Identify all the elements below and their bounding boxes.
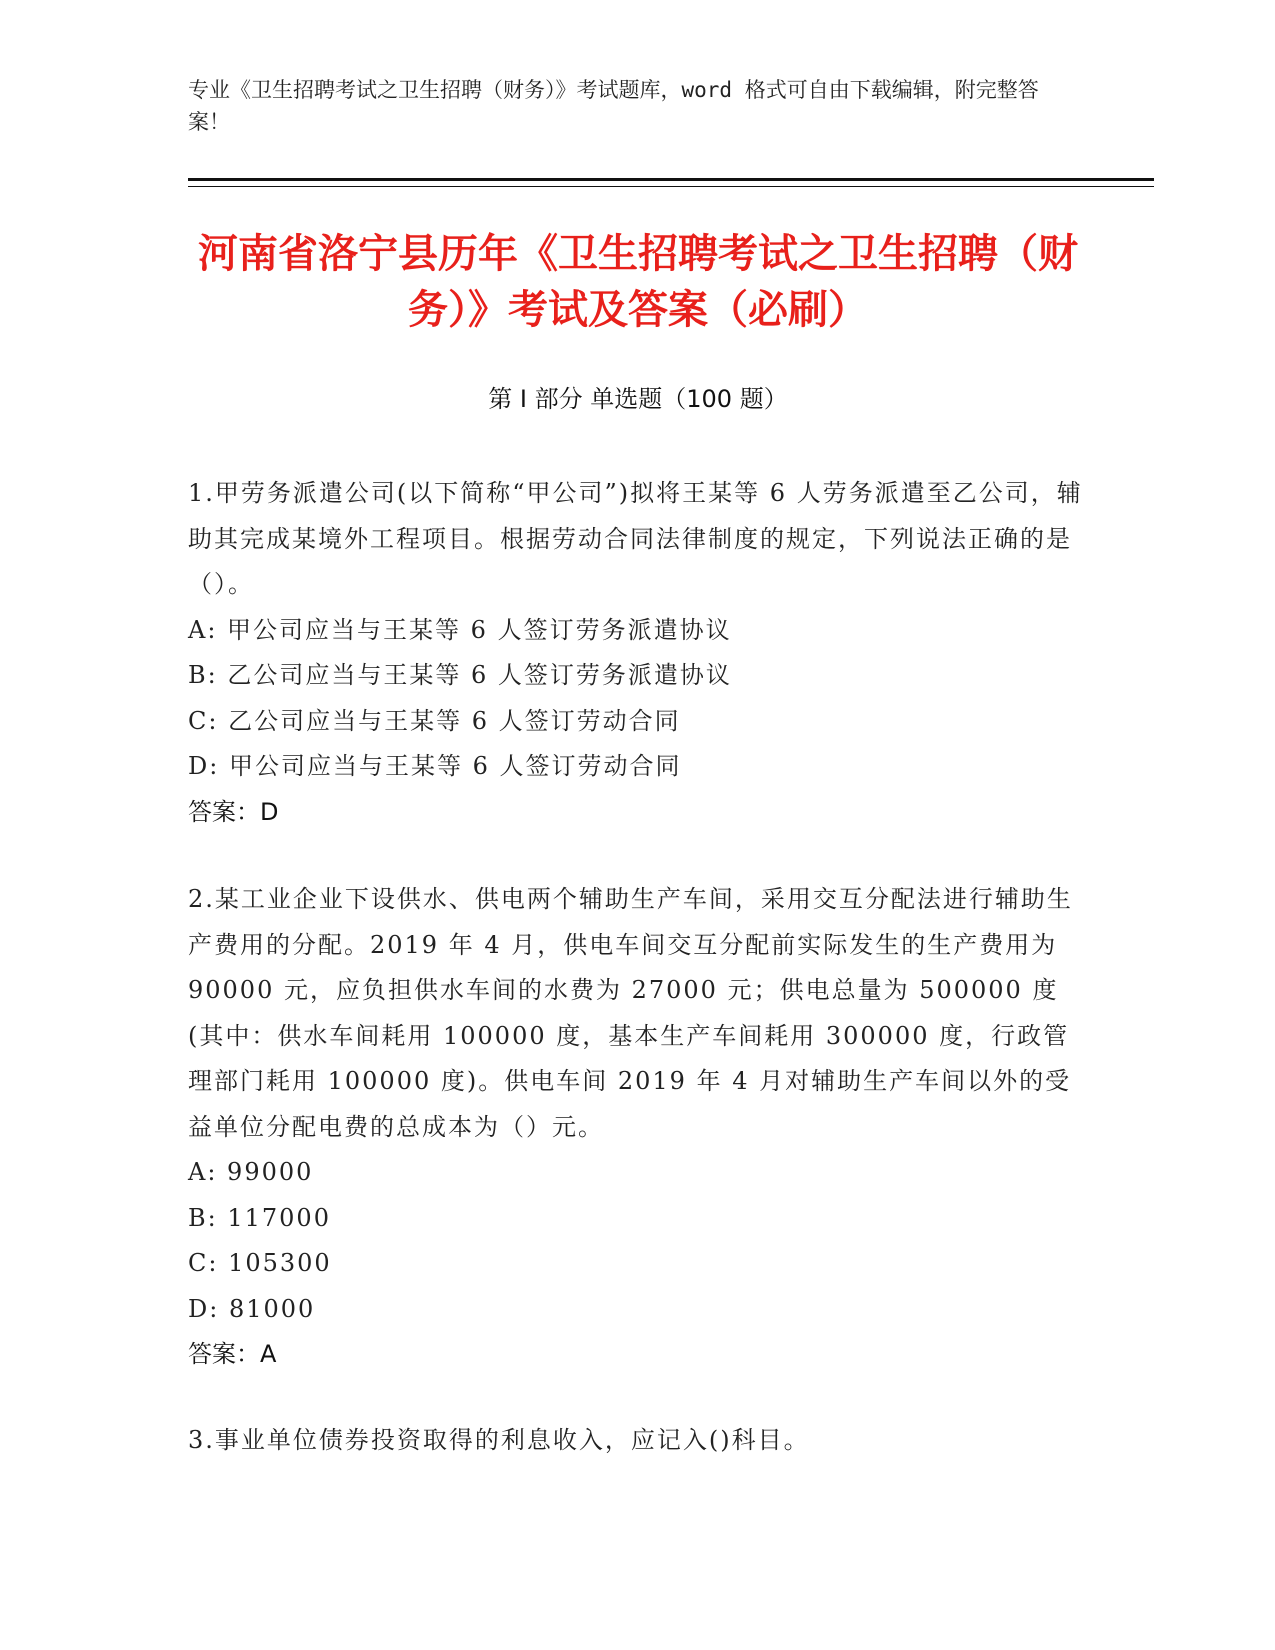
question-stem: 3.事业单位债券投资取得的利息收入，应记入()科目。 (188, 1426, 810, 1454)
option-c: C: 105300 (188, 1249, 332, 1277)
question-stem: 2.某工业企业下设供水、供电两个辅助生产车间，采用交互分配法进行辅助生产费用的分配。2019 年 4 月，供电车间交互分配前实际发生的生产费用为 90000 元，应负担供水车间的水费为 27000 元；供电总量为 500000 度(其中：供水车间耗用 100000 度，基本生产车间耗用 300000 度，行政管理部门耗用 100000 度)。供电车间 2019 年 4 月对辅助生产车间以外的受益单位分配电费的总成本为（）元。 (188, 885, 1073, 1141)
option-d: D: 甲公司应当与王某等 6 人签订劳动合同 (188, 752, 682, 780)
section-title: 第 I 部分 单选题（100 题） (488, 385, 788, 413)
question-3 (188, 1418, 1088, 1464)
option-b: B: 117000 (188, 1203, 331, 1232)
option-d: D: 81000 (188, 1294, 316, 1323)
question-2 (188, 877, 1088, 1378)
option-b: B: 乙公司应当与王某等 6 人签订劳务派遣协议 (188, 661, 732, 689)
header-divider-thin (188, 186, 1154, 187)
header-divider-thick (188, 178, 1154, 181)
answer: 答案：A (188, 1340, 277, 1368)
header-note: 专业《卫生招聘考试之卫生招聘（财务）》考试题库，word 格式可自由下载编辑，附完整答案！ (188, 78, 1039, 134)
answer: 答案：D (188, 797, 279, 826)
question-stem: 1.甲劳务派遣公司(以下简称“甲公司”)拟将王某等 6 人劳务派遣至乙公司，辅助其完成某境外工程项目。根据劳动合同法律制度的规定，下列说法正确的是（）。 (188, 479, 1083, 598)
option-c: C: 乙公司应当与王某等 6 人签订劳动合同 (188, 706, 681, 735)
option-a: A: 甲公司应当与王某等 6 人签订劳务派遣协议 (188, 615, 732, 644)
document-title: 河南省洛宁县历年《卫生招聘考试之卫生招聘（财务）》考试及答案（必刷） (198, 231, 1078, 333)
option-a: A: 99000 (188, 1158, 314, 1186)
question-1 (188, 471, 1088, 835)
